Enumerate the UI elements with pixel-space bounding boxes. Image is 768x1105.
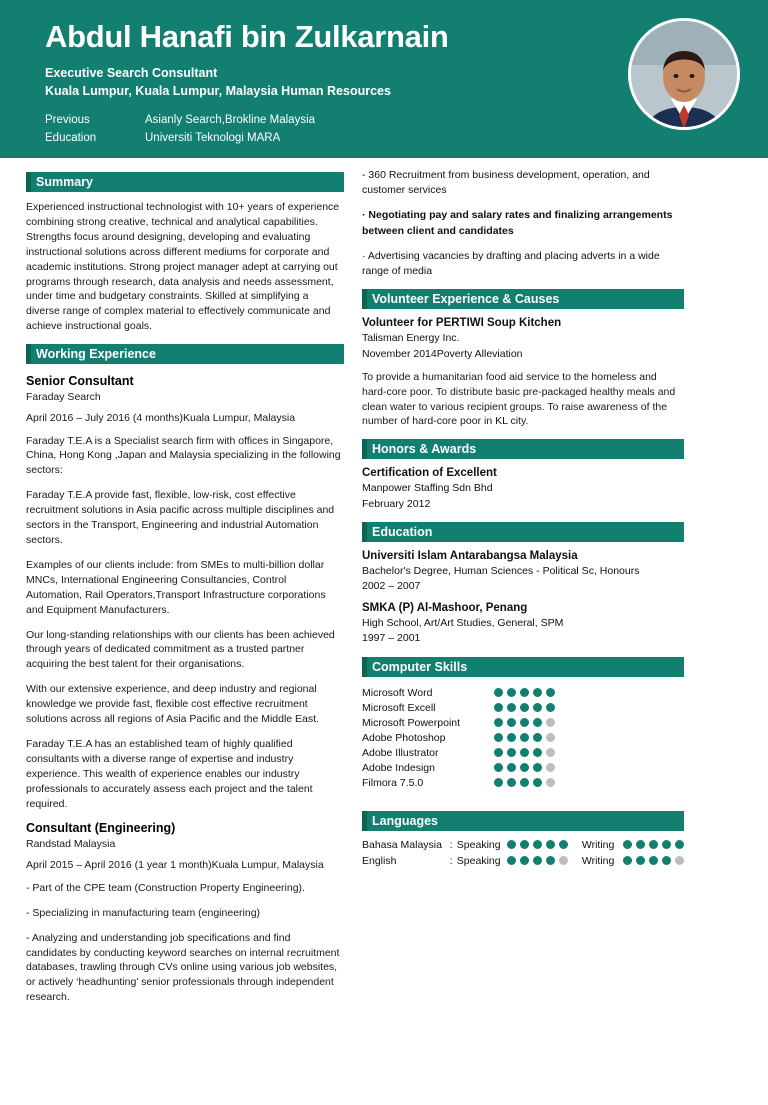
right-bullet: - 360 Recruitment from business development, operation, and customer services — [362, 169, 650, 197]
section-heading-volunteer: Volunteer Experience & Causes — [362, 289, 684, 309]
languages-list — [362, 839, 684, 867]
job-title: Consultant (Engineering) — [26, 821, 176, 836]
rating-dot-filled — [623, 840, 632, 849]
volunteer-text: To provide a humanitarian food aid service to the homeless and hard-core poor. To distribute basic pre-packaged healthy meals and clean water to various recipient groups. To raise awareness of the number of hard-core poor in KL city. — [362, 370, 676, 428]
rating-dot-filled — [675, 840, 684, 849]
job-paragraph: Examples of our clients include: from SMEs to multi-billion dollar MNCs, International Engineering Consultancies, Control Automation, Rail Operators,Transport Infrastructure corporations and Equipment Manufacturers. — [26, 558, 326, 616]
rating-dot-filled — [520, 688, 529, 697]
header-meta — [45, 112, 738, 148]
section-heading-working-experience: Working Experience — [26, 344, 344, 364]
header-meta-value: Asianly Search,Brokline Malaysia — [145, 114, 316, 127]
rating-dot-filled — [533, 703, 542, 712]
rating-dots — [507, 840, 568, 849]
rating-dot-filled — [662, 840, 671, 849]
rating-dot-empty — [559, 856, 568, 865]
rating-dot-filled — [636, 840, 645, 849]
rating-dot-empty — [546, 778, 555, 787]
avatar — [628, 18, 740, 130]
rating-dot-filled — [520, 718, 529, 727]
header-meta-label: Previous — [45, 114, 90, 127]
section-heading-summary: Summary — [26, 172, 344, 192]
rating-dots — [494, 778, 555, 787]
skill-row — [362, 687, 684, 699]
rating-dot-filled — [507, 840, 516, 849]
language-row — [362, 855, 684, 867]
rating-dot-filled — [507, 856, 516, 865]
language-name: Bahasa Malaysia — [362, 838, 442, 851]
rating-dots — [623, 856, 684, 865]
rating-dot-filled — [533, 778, 542, 787]
rating-dot-filled — [649, 840, 658, 849]
education-degree: High School, Art/Art Studies, General, SPM — [362, 617, 564, 630]
rating-dot-filled — [520, 733, 529, 742]
job-company: Randstad Malaysia — [26, 838, 116, 851]
skill-name: Microsoft Excell — [362, 701, 436, 714]
rating-dot-filled — [494, 733, 503, 742]
rating-dots — [494, 763, 555, 772]
right-bullet: · Advertising vacancies by drafting and placing adverts in a wide range of media — [362, 249, 660, 278]
rating-dot-filled — [533, 718, 542, 727]
header — [0, 0, 768, 158]
language-name: English — [362, 854, 397, 867]
skills-list — [362, 687, 684, 789]
rating-dot-filled — [520, 763, 529, 772]
rating-dot-filled — [662, 856, 671, 865]
rating-dot-filled — [520, 703, 529, 712]
rating-dots — [623, 840, 684, 849]
experience-item — [26, 821, 344, 1005]
job-paragraph: Faraday T.E.A provide fast, flexible, low-risk, cost effective recruitment solutions in Asia pacific across multiple disciplines and sectors in the Transport, Engineering and industrial Automation sectors. — [26, 489, 335, 546]
rating-dots — [494, 748, 555, 757]
rating-dot-filled — [520, 748, 529, 757]
skill-row — [362, 747, 684, 759]
header-meta-row — [45, 130, 738, 148]
profile-photo-icon — [631, 21, 737, 127]
honor-org: Manpower Staffing Sdn Bhd — [362, 482, 493, 495]
rating-dot-filled — [494, 778, 503, 787]
header-meta-row — [45, 112, 738, 130]
rating-dot-filled — [559, 840, 568, 849]
honor-dates: February 2012 — [362, 497, 431, 510]
skill-name: Adobe Indesign — [362, 761, 435, 774]
skill-row — [362, 702, 684, 714]
rating-dot-filled — [494, 763, 503, 772]
rating-dot-filled — [533, 733, 542, 742]
rating-dot-filled — [546, 856, 555, 865]
skill-row — [362, 777, 684, 789]
header-location: Kuala Lumpur, Kuala Lumpur, Malaysia Human Resources — [45, 84, 391, 99]
header-meta-label: Education — [45, 132, 97, 145]
rating-dot-filled — [520, 840, 529, 849]
job-paragraph: Faraday T.E.A has an established team of highly qualified consultants with a diverse range of expertise and industry experience. This wealth of experience enables our industry professionals to accurately assess each project and the talent required. — [26, 737, 313, 810]
rating-dot-empty — [675, 856, 684, 865]
rating-dot-filled — [623, 856, 632, 865]
rating-dot-filled — [507, 718, 516, 727]
volunteer-dates: November 2014Poverty Alleviation — [362, 347, 523, 360]
rating-dots — [507, 856, 568, 865]
education-years: 1997 – 2001 — [362, 632, 421, 645]
job-paragraph: - Analyzing and understanding job specifications and find candidates by conducting keyword searches on internal recruitment databases, trawling through CVs online using various job websites, or actively ‘headhunting’ senior professionals through independent research. — [26, 931, 340, 1004]
rating-dot-filled — [533, 688, 542, 697]
rating-dot-filled — [520, 856, 529, 865]
job-paragraph: With our extensive experience, and deep industry and regional knowledge we provide fast, flexible cost effective recruitment solutions across all regions of Asia Pacific and the Middle East. — [26, 683, 319, 726]
header-role: Executive Search Consultant — [45, 66, 218, 81]
job-paragraph: Our long-standing relationships with our clients has been achieved through years of dedicated commitment as a trusted partner acquiring the best talent for their organisations. — [26, 628, 335, 671]
right-column — [362, 168, 684, 1015]
language-speaking-label: Speaking — [456, 854, 501, 867]
rating-dot-filled — [533, 840, 542, 849]
skill-row — [362, 732, 684, 744]
job-dates: April 2015 – April 2016 (1 year 1 month)Kuala Lumpur, Malaysia — [26, 859, 324, 872]
education-item — [362, 602, 684, 646]
left-column — [26, 168, 344, 1015]
language-separator: : — [449, 854, 453, 867]
skill-name: Filmora 7.5.0 — [362, 776, 424, 789]
skill-name: Adobe Photoshop — [362, 731, 446, 744]
rating-dot-filled — [494, 718, 503, 727]
volunteer-title: Volunteer for PERTIWI Soup Kitchen — [362, 317, 562, 330]
rating-dots — [494, 703, 555, 712]
rating-dot-filled — [546, 688, 555, 697]
education-item — [362, 550, 684, 594]
rating-dots — [494, 688, 555, 697]
rating-dot-filled — [507, 703, 516, 712]
language-row — [362, 839, 684, 851]
volunteer-org: Talisman Energy Inc. — [362, 332, 460, 345]
rating-dot-filled — [494, 748, 503, 757]
skill-name: Microsoft Powerpoint — [362, 716, 461, 729]
right-bullet: · Negotiating pay and salary rates and finalizing arrangements between client and candidates — [362, 209, 673, 237]
rating-dot-empty — [546, 733, 555, 742]
language-separator: : — [449, 838, 453, 851]
job-title: Senior Consultant — [26, 374, 134, 389]
section-heading-education: Education — [362, 522, 684, 542]
rating-dot-filled — [533, 763, 542, 772]
skill-name: Adobe Illustrator — [362, 746, 439, 759]
rating-dots — [494, 733, 555, 742]
language-speaking-label: Speaking — [456, 838, 501, 851]
honor-title: Certification of Excellent — [362, 467, 497, 480]
rating-dot-empty — [546, 763, 555, 772]
job-paragraph: - Specializing in manufacturing team (engineering) — [26, 906, 261, 919]
rating-dot-filled — [520, 778, 529, 787]
rating-dot-filled — [507, 688, 516, 697]
job-paragraph: - Part of the CPE team (Construction Property Engineering). — [26, 881, 305, 894]
rating-dot-filled — [507, 778, 516, 787]
education-school: SMKA (P) Al-Mashoor, Penang — [362, 602, 528, 615]
rating-dot-filled — [494, 703, 503, 712]
rating-dot-filled — [507, 733, 516, 742]
page-bottom-spacer — [0, 1015, 768, 1105]
page-title: Abdul Hanafi bin Zulkarnain — [45, 19, 449, 54]
rating-dot-filled — [507, 763, 516, 772]
rating-dot-empty — [546, 718, 555, 727]
resume-body — [0, 158, 768, 1015]
skill-row — [362, 762, 684, 774]
job-paragraph: Faraday T.E.A is a Specialist search firm with offices in Singapore, China, Hong Kong ,Japan and Malaysia specializing in the following sectors: — [26, 434, 341, 477]
experience-item — [26, 374, 344, 811]
language-writing-label: Writing — [581, 854, 615, 867]
summary-text: Experienced instructional technologist with 10+ years of experience combining strong creative, technical and analytical capabilities. Strengths focus around designing, developing and evaluating instructional solutions across different mediums for corporate and academic institutions. Strong project manager adept at carrying out programs through research, data analysis and needs assessment, under time and budgetary constraints. Skilled at simplifying a diverse range of complex material to effectively communicate and achieve instructional goals. — [26, 201, 340, 333]
skill-row — [362, 717, 684, 729]
education-years: 2002 – 2007 — [362, 580, 421, 593]
skill-name: Microsoft Word — [362, 686, 433, 699]
section-heading-computer-skills: Computer Skills — [362, 657, 684, 677]
rating-dot-filled — [546, 840, 555, 849]
rating-dot-empty — [546, 748, 555, 757]
job-company: Faraday Search — [26, 391, 101, 404]
rating-dot-filled — [649, 856, 658, 865]
education-school: Universiti Islam Antarabangsa Malaysia — [362, 549, 578, 562]
rating-dot-filled — [533, 856, 542, 865]
section-heading-languages: Languages — [362, 811, 684, 831]
rating-dot-filled — [636, 856, 645, 865]
job-dates: April 2016 – July 2016 (4 months)Kuala Lumpur, Malaysia — [26, 411, 296, 424]
section-heading-honors: Honors & Awards — [362, 439, 684, 459]
language-writing-label: Writing — [581, 838, 615, 851]
rating-dot-filled — [533, 748, 542, 757]
rating-dot-filled — [507, 748, 516, 757]
rating-dot-filled — [546, 703, 555, 712]
rating-dot-filled — [494, 688, 503, 697]
rating-dots — [494, 718, 555, 727]
education-degree: Bachelor's Degree, Human Sciences - Political Sc, Honours — [362, 564, 640, 577]
header-meta-value: Universiti Teknologi MARA — [145, 132, 281, 145]
